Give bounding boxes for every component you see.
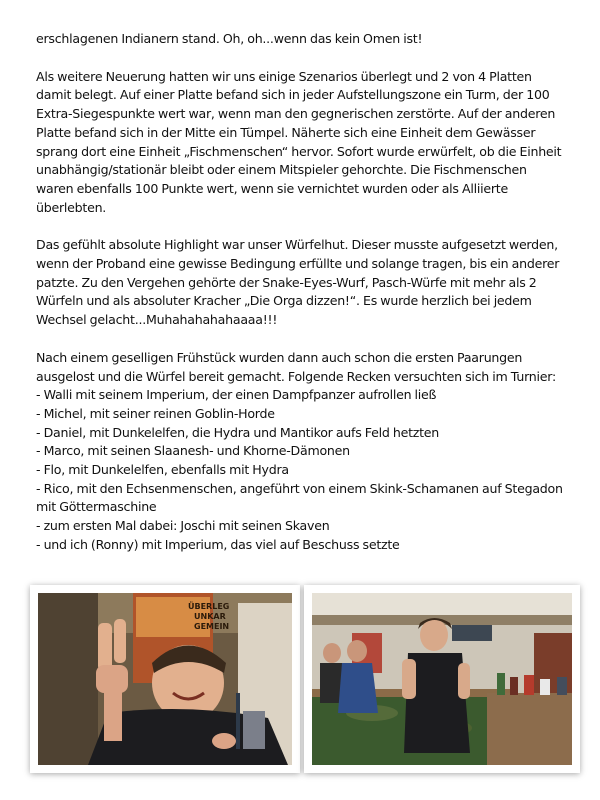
list-item: - Rico, mit den Echsenmenschen, angeführt von einem Skink-Schamanen auf Stegadon mit Göttermaschine bbox=[36, 480, 566, 517]
list-item: - zum ersten Mal dabei: Joschi mit seinen Skaven bbox=[36, 517, 566, 536]
side-table bbox=[487, 693, 572, 765]
list-item: - Walli mit seinem Imperium, der einen Dampfpanzer aufrollen ließ bbox=[36, 386, 566, 405]
paragraph-omen: erschlagenen Indianern stand. Oh, oh...wenn das kein Omen ist! bbox=[36, 31, 423, 46]
list-item: - und ich (Ronny) mit Imperium, das viel auf Beschuss setzte bbox=[36, 536, 566, 555]
paragraph-participants-intro: Nach einem geselligen Frühstück wurden dann auch schon die ersten Paarungen ausgelost und die Würfel bereit gemacht. Folgende Recken versuchten sich im Turnier: bbox=[36, 349, 556, 384]
article-body bbox=[36, 30, 566, 555]
player-face-right bbox=[420, 619, 448, 651]
player-blue-shirt bbox=[338, 663, 378, 713]
poster-text: ÜBERLEG bbox=[188, 602, 230, 611]
miniature-tower bbox=[243, 711, 265, 749]
list-item: - Michel, mit seiner reinen Goblin-Horde bbox=[36, 405, 566, 424]
poster-text: GEMEIN bbox=[194, 622, 230, 631]
poster-text: UNKAR bbox=[194, 612, 226, 621]
photo-gaming-room bbox=[304, 585, 580, 773]
participant-list bbox=[36, 386, 566, 554]
photo-image-right bbox=[312, 593, 572, 765]
list-item: - Marco, mit seinen Slaanesh- und Khorne-Dämonen bbox=[36, 442, 566, 461]
paragraph-scenarios: Als weitere Neuerung hatten wir uns einige Szenarios überlegt und 2 von 4 Platten damit belegt. Auf einer Platte befand sich in jeder Aufstellungszone ein Turm, der 100 Extra-Siegespunkte wert war, wenn man den gegnerischen zerstörte. Auf der anderen Platte befand sich in der Mitte ein Tümpel. Näherte sich eine Einheit dem Gewässer sprang dort eine Einheit „Fischmenschen“ hervor. Sofort wurde erwürfelt, ob die Einheit unabhängig/stationär bleibt oder einem Mitspieler gehorchte. Die Fischmenschen waren ebenfalls 100 Punkte wert, wenn sie vernichtet wurden oder als Alliierte überlebten. bbox=[36, 68, 562, 215]
paragraph-dice-hat: Das gefühlt absolute Highlight war unser Würfelhut. Dieser musste aufgesetzt werden, wenn der Proband eine gewisse Bedingung erfüllte und solange tragen, bis ein anderer patzte. Zu den Vergehen gehörte der Snake-Eyes-Wurf, Pasch-Würfe mit mehr als 2 Würfeln und als absoluter Kracher „Die Orga dizzen!“. Es wurde herzlich bei jedem Wechsel gelacht...Muhahahahahaaaa!!! bbox=[36, 237, 560, 328]
bottle bbox=[497, 673, 505, 695]
list-item: - Flo, mit Dunkelelfen, ebenfalls mit Hydra bbox=[36, 461, 566, 480]
peace-sign-hand bbox=[98, 623, 112, 671]
photo-image-left bbox=[38, 593, 292, 765]
photo-player-peace-sign bbox=[30, 585, 300, 773]
list-item: - Daniel, mit Dunkelelfen, die Hydra und Mantikor aufs Feld hetzten bbox=[36, 424, 566, 443]
